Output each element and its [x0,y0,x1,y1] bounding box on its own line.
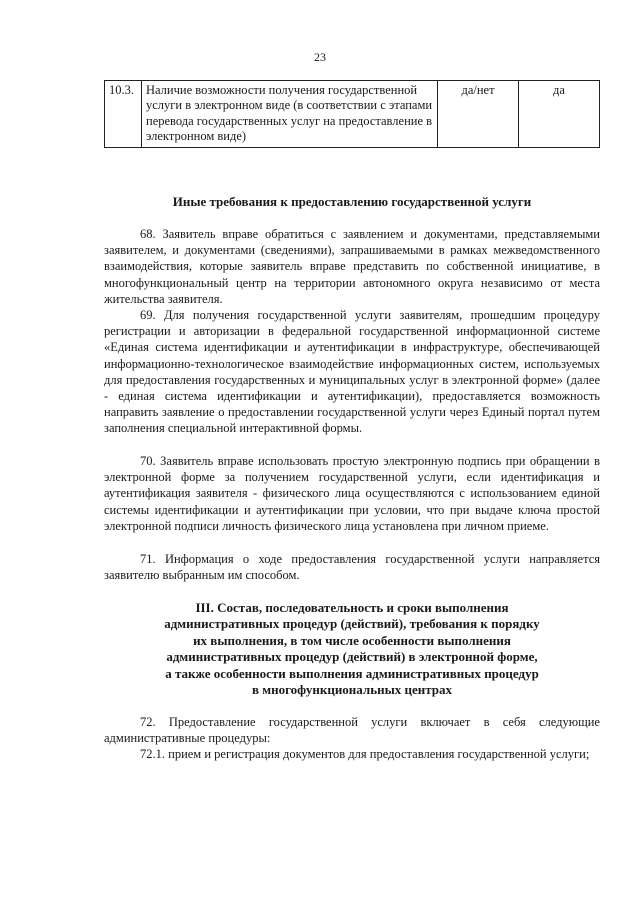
section-heading-other-requirements: Иные требования к предоставлению государственной услуги [172,194,532,209]
section-heading-iii-line-1: III. Состав, последовательность и сроки выполнения [195,600,509,615]
section-heading-iii-line-2: административных процедур (действий), требования к порядку [164,616,540,632]
table-row [105,81,600,148]
row-value: да [519,81,600,148]
paragraph-69 [104,307,600,437]
paragraph-72-1-text: 72.1. прием и регистрация документов для предоставления государственной услуги; [140,747,590,761]
paragraph-71 [104,551,600,583]
row-unit: да/нет [438,81,519,148]
section-heading-iii-line-4: административных процедур (действий) в электронной форме, [166,649,538,665]
page-number: 23 [314,50,326,64]
paragraph-69-text: 69. Для получения государственной услуги заявителям, прошедшим процедуру регистрации и авторизации в федеральной государственной информационной системе «Единая система идентификации и аутентификации в инфраструктуре, обеспечивающей информационно-технологическое взаимодействие информационных систем, используемых для предоставления государственных и муниципальных услуг в электронной форме» (далее - единая система идентификации и аутентификации), предоставляется возможность направить заявление о предоставлении государственной услуги через Единый портал путем заполнения специальной интерактивной формы. [104,308,600,436]
requirements-table [104,80,600,148]
section-heading-iii-line-3: их выполнения, в том числе особенности выполнения [193,632,511,648]
paragraph-68 [104,226,600,307]
paragraph-68-text: 68. Заявитель вправе обратиться с заявлением и документами, представляемыми заявителем, и документами (сведениями), запрашиваемыми в рамках межведомственного взаимодействия, которые заявитель вправе представить по собственной инициативе, в многофункциональный центр на территории автономного округа независимо от места жительства заявителя. [104,227,600,306]
paragraph-72-text: 72. Предоставление государственной услуги включает в себя следующие административные процедуры: [104,715,600,746]
paragraph-72-1 [104,746,600,762]
row-number: 10.3. [105,81,142,148]
section-heading-iii-line-5: а также особенности выполнения административных процедур [165,665,539,681]
section-heading-iii-line-6: в многофункциональных центрах [251,682,452,698]
row-indicator: Наличие возможности получения государственной услуги в электронном виде (в соответствии с этапами перевода государственных услуг на предоставление в электронном виде) [142,81,438,148]
paragraph-71-text: 71. Информация о ходе предоставления государственной услуги направляется заявителю выбранным им способом. [104,552,600,583]
paragraph-70 [104,453,600,534]
paragraph-72 [104,714,600,746]
section-heading-iii [104,600,600,698]
paragraph-70-text: 70. Заявитель вправе использовать простую электронную подпись при обращении в электронной форме за получением государственной услуги, если идентификация и аутентификация заявителя - физического лица осуществляются с использованием единой системы идентификации и аутентификации при условии, что при выдаче ключа простой электронной подписи личность физического лица установлена при личном приеме. [104,454,600,533]
